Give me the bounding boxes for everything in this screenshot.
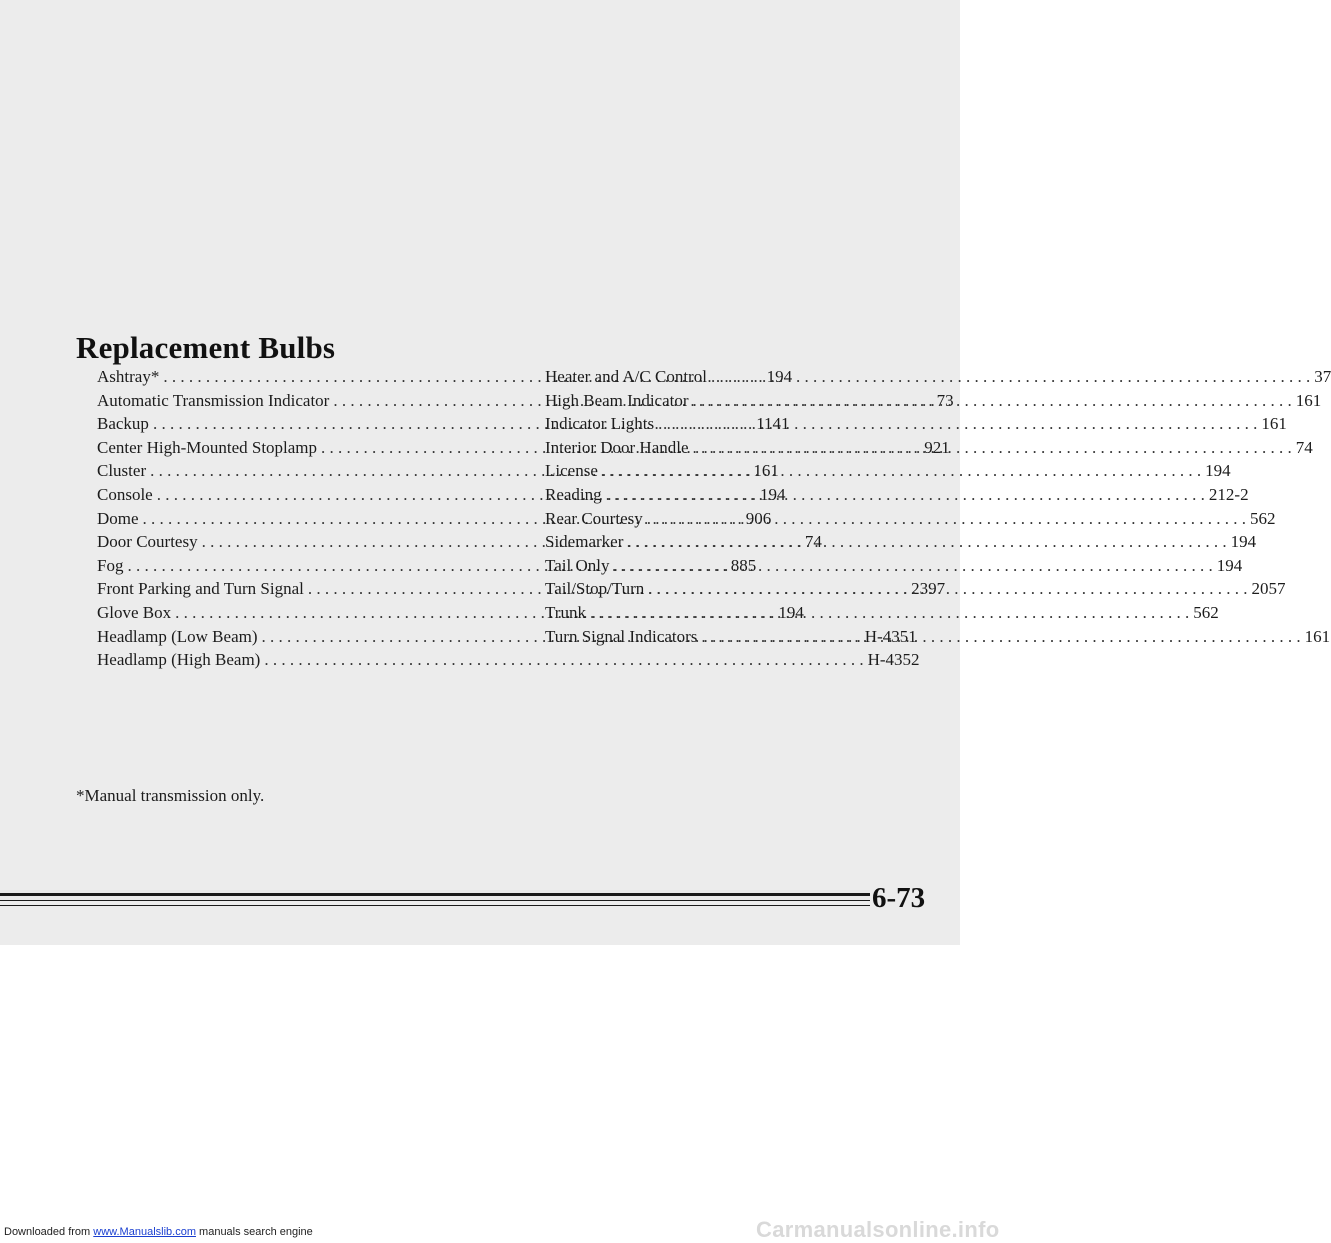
bulb-page: 921	[924, 437, 950, 457]
bulb-name: Headlamp (High Beam)	[97, 650, 261, 670]
bulb-name: Backup	[97, 414, 149, 434]
dot-leader	[644, 577, 1251, 601]
bulb-name: High Beam Indicator	[545, 390, 689, 410]
bulb-name: Cluster	[97, 461, 147, 481]
list-item	[545, 507, 1276, 531]
dot-leader	[643, 507, 1250, 531]
dot-leader	[654, 412, 1261, 436]
dot-leader	[623, 530, 1230, 554]
bulb-page: H-4352	[867, 650, 920, 670]
list-item	[545, 601, 1219, 625]
dot-leader	[689, 436, 1296, 460]
footer-rule	[0, 900, 870, 901]
bulb-page: 562	[1193, 602, 1219, 622]
list-item	[545, 412, 1287, 436]
bulb-name: Sidemarker	[545, 532, 624, 552]
bulb-page: 194	[1205, 461, 1231, 481]
bulb-name: Console	[97, 484, 153, 504]
bulb-page: 161	[1295, 390, 1322, 410]
watermark-prefix: Downloaded from	[4, 1226, 94, 1238]
bulb-page: 161	[1304, 626, 1331, 646]
bulb-page: 73	[936, 390, 954, 410]
watermark-suffix: manuals search engine	[195, 1226, 313, 1238]
dot-leader	[689, 389, 1296, 413]
bulb-name: Fog	[97, 555, 124, 575]
bulb-name: Turn Signal Indicators	[545, 626, 698, 646]
list-item	[545, 554, 1243, 578]
dot-leader	[586, 601, 1193, 625]
bulb-name: Tail/Stop/Turn	[545, 579, 645, 599]
bulb-page: 194	[759, 484, 786, 504]
bulb-name: Headlamp (Low Beam)	[97, 626, 258, 646]
section-title: Replacement Bulbs	[76, 330, 336, 365]
bulb-name: Dome	[97, 508, 139, 528]
bulb-page: 37	[1314, 367, 1331, 386]
footer-rule	[0, 893, 870, 896]
bulb-name: Tail Only	[545, 555, 610, 575]
list-item	[545, 459, 1231, 483]
bulb-page: 194	[1230, 532, 1257, 552]
brand-watermark: Carmanualsonline.info	[756, 1217, 1000, 1242]
list-item	[97, 648, 920, 672]
dot-leader	[609, 554, 1216, 578]
list-item	[545, 365, 1331, 389]
bulb-page: 212-2	[1208, 484, 1249, 504]
dot-leader	[602, 483, 1209, 507]
bulb-name: Center High-Mounted Stoplamp	[97, 437, 318, 457]
bulb-name: Front Parking and Turn Signal	[97, 579, 304, 599]
bulb-page: 161	[753, 461, 779, 481]
bulb-name: Indicator Lights	[545, 414, 655, 434]
footnote: *Manual transmission only.	[76, 786, 265, 805]
bulb-name: Ashtray*	[97, 367, 160, 386]
manualslib-link[interactable]: www.Manualslib.com	[93, 1226, 196, 1238]
bulb-name: Door Courtesy	[97, 532, 198, 552]
bulb-page: 194	[1216, 555, 1243, 575]
bulb-name: Reading	[545, 484, 602, 504]
bulb-name: Rear Courtesy	[545, 508, 643, 528]
bulb-page: 2397	[911, 579, 946, 599]
bulb-name: License	[545, 461, 598, 481]
bulb-page: 194	[778, 602, 804, 622]
dot-leader	[598, 459, 1205, 483]
bulb-page: H-4351	[864, 626, 917, 646]
bulb-name: Interior Door Handle	[545, 437, 689, 457]
dot-leader	[260, 648, 867, 672]
bulb-page: 161	[1261, 414, 1287, 434]
bulb-page: 194	[766, 367, 793, 386]
bulb-page: 2057	[1251, 579, 1286, 599]
bulb-page: 562	[1249, 508, 1276, 528]
bulb-page: 74	[804, 532, 822, 552]
bulb-name: Glove Box	[97, 602, 172, 622]
bulb-page: 906	[745, 508, 772, 528]
dot-leader	[707, 365, 1314, 389]
list-item	[545, 530, 1257, 554]
bulb-page: 885	[730, 555, 757, 575]
list-item	[545, 625, 1331, 649]
bulb-page: 1141	[756, 414, 790, 434]
bulb-name: Automatic Transmission Indicator	[97, 390, 330, 410]
bulb-name: Heater and A/C Control	[545, 367, 707, 386]
download-watermark	[4, 1226, 313, 1238]
page-number: 6-73	[872, 882, 926, 914]
footer-rule	[0, 905, 870, 906]
list-item	[545, 483, 1249, 507]
dot-leader	[697, 625, 1304, 649]
bulb-page: 74	[1295, 437, 1313, 457]
bulb-name: Trunk	[545, 602, 586, 622]
